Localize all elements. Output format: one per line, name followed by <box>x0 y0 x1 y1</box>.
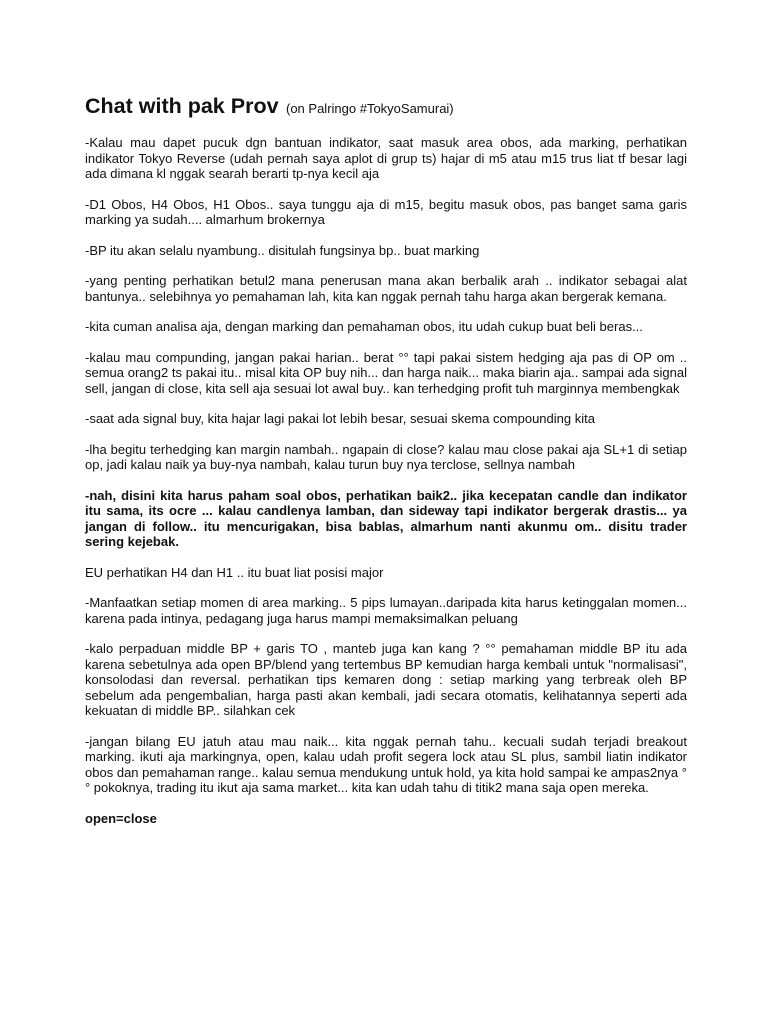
paragraph-6: -kalau mau compunding, jangan pakai harian.. berat °° tapi pakai sistem hedging aja pas di OP om .. semua orang2 ts pakai itu.. misal kita OP buy nih... dan harga naik... maka biarin aja.. sampai ada signal sell, jangan di close, kita sell aja sesuai lot awal buy.. kan terhedging profit tuh marginnya membengkak <box>85 349 687 396</box>
paragraph-12: -kalo perpaduan middle BP + garis TO , manteb juga kan kang ? °° pemahaman middle BP itu ada karena sebetulnya ada open BP/blend yang tertembus BP kemudian harga kembali untuk "normalisasi", konsolodasi dan reversal. perhatikan tips kemaren dong : setiap marking yang terbreak oleh BP sebelum ada pengembalian, harga pasti akan kembali, jadi secara otomatis, kelihatannya seperti ada kekuatan di middle BP.. silahkan cek <box>85 641 687 718</box>
document-page <box>85 92 687 841</box>
paragraph-8: -lha begitu terhedging kan margin nambah.. ngapain di close? kalau mau close pakai aja SL+1 di setiap op, jadi kalau naik ya buy-nya nambah, kalau turun buy nya terclose, sellnya nambah <box>85 441 687 472</box>
paragraph-9-bold: -nah, disini kita harus paham soal obos, perhatikan baik2.. jika kecepatan candle dan indikator itu sama, its ocre ... kalau candlenya lamban, dan sideway tapi indikator bergerak drastis... ya jangan di follow.. itu mencurigakan, bisa bablas, almarhum nanti akunmu om.. disitu trader sering kejebak. <box>85 487 687 549</box>
paragraph-1: -Kalau mau dapet pucuk dgn bantuan indikator, saat masuk area obos, ada marking, perhatikan indikator Tokyo Reverse (udah pernah saya aplot di grup ts) hajar di m5 atau m15 trus liat tf besar lagi ada dimana kl nggak searah berarti tp-nya kecil aja <box>85 135 687 181</box>
document-title: Chat with pak Prov <box>85 94 279 118</box>
document-title-line <box>85 92 687 123</box>
paragraph-3: -BP itu akan selalu nyambung.. disitulah fungsinya bp.. buat marking <box>85 242 480 258</box>
paragraph-11: -Manfaatkan setiap momen di area marking.. 5 pips lumayan..daripada kita harus ketinggalan momen... karena pada intinya, pedagang juga harus mampi memaksimalkan peluang <box>85 595 687 626</box>
paragraph-7: -saat ada signal buy, kita hajar lagi pakai lot lebih besar, sesuai skema compounding kita <box>85 411 595 426</box>
paragraph-5: -kita cuman analisa aja, dengan marking dan pemahaman obos, itu udah cukup buat beli beras... <box>85 319 643 334</box>
paragraph-10: EU perhatikan H4 dan H1 .. itu buat liat posisi major <box>85 564 384 580</box>
paragraph-14-bold: open=close <box>85 810 157 826</box>
document-subtitle: (on Palringo #TokyoSamurai) <box>286 101 454 116</box>
paragraph-13: -jangan bilang EU jatuh atau mau naik... kita nggak pernah tahu.. kecuali sudah terjadi breakout marking. ikuti aja markingnya, open, kalau udah profit segera lock atau SL plus, sambil liatin indikator obos dan pemahaman range.. kalau semua mendukung untuk hold, ya kita hold sampai ke ampas2nya °° pokoknya, trading itu ikut aja sama market... kita kan udah tahu di titik2 mana saja open mereka. <box>85 733 687 795</box>
paragraph-2: -D1 Obos, H4 Obos, H1 Obos.. saya tunggu aja di m15, begitu masuk obos, pas banget sama garis marking ya sudah.... almarhum brokernya <box>85 196 687 227</box>
paragraph-4: -yang penting perhatikan betul2 mana penerusan mana akan berbalik arah .. indikator sebagai alat bantunya.. selebihnya yo pemahaman lah, kita kan nggak pernah tahu harga akan bergerak kemana. <box>85 273 687 304</box>
